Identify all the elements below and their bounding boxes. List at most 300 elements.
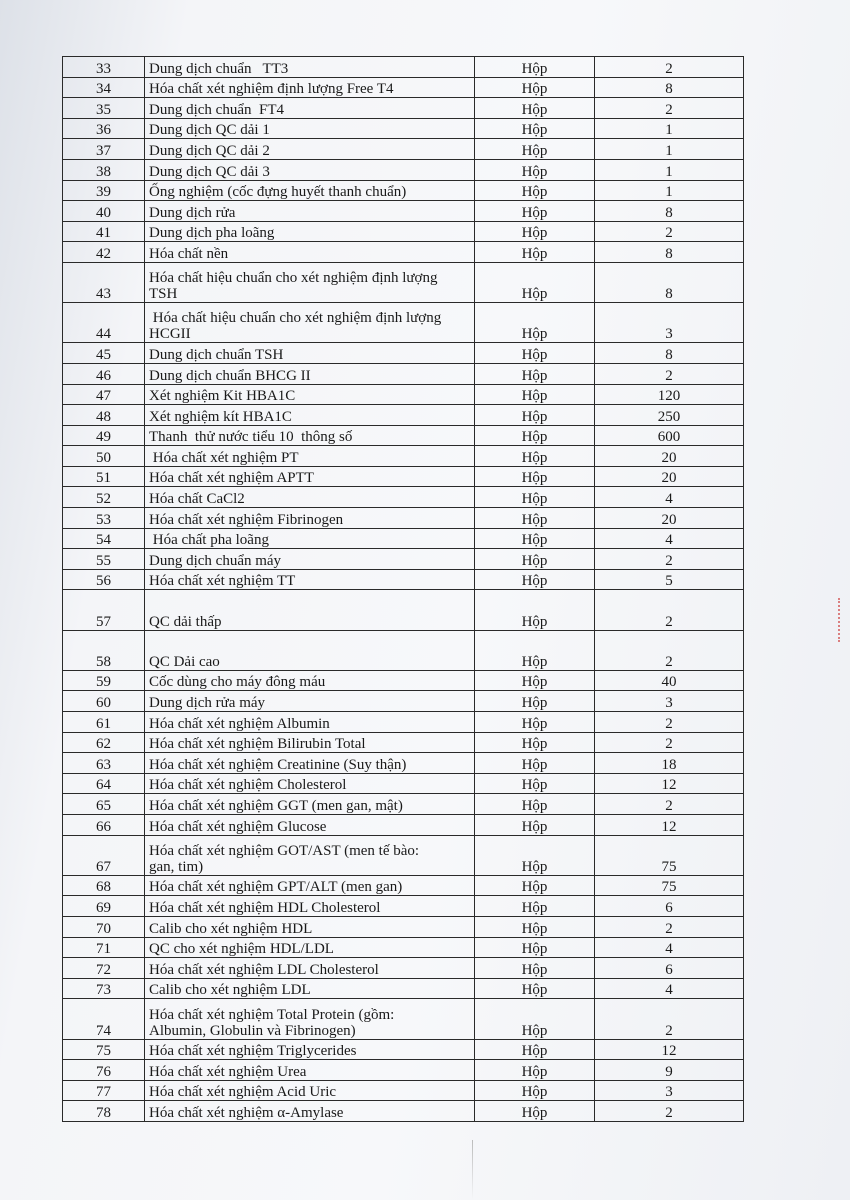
item-quantity-text: 2 — [665, 367, 673, 384]
item-unit — [475, 508, 595, 529]
row-number-text: 64 — [96, 777, 111, 794]
item-unit — [475, 712, 595, 733]
item-name — [145, 159, 475, 180]
item-quantity — [595, 937, 744, 958]
item-quantity-text: 8 — [665, 286, 673, 303]
table-row — [63, 1080, 744, 1101]
item-quantity — [595, 835, 744, 875]
row-number — [63, 1101, 145, 1122]
item-quantity — [595, 794, 744, 815]
item-name — [145, 753, 475, 774]
item-unit — [475, 835, 595, 875]
item-unit-text: Hộp — [521, 388, 548, 405]
row-number — [63, 57, 145, 78]
item-quantity — [595, 958, 744, 979]
row-number — [63, 139, 145, 160]
item-name-text: QC Dải cao — [149, 653, 220, 670]
table-row — [63, 242, 744, 263]
item-name-text: Dung dịch QC dải 2 — [149, 142, 270, 159]
row-number-text: 72 — [96, 961, 111, 978]
item-quantity-text: 8 — [665, 346, 673, 363]
item-quantity — [595, 118, 744, 139]
row-number — [63, 875, 145, 896]
item-name-text: Dung dịch rửa — [149, 204, 236, 221]
item-unit-text: Hộp — [521, 491, 548, 508]
item-unit-text: Hộp — [521, 674, 548, 691]
item-unit — [475, 958, 595, 979]
item-quantity — [595, 1101, 744, 1122]
item-name-text: Hóa chất hiệu chuẩn cho xét nghiệm định lượng TSH — [149, 270, 438, 303]
table-row — [63, 1039, 744, 1060]
row-number — [63, 999, 145, 1039]
row-number — [63, 343, 145, 364]
item-unit — [475, 139, 595, 160]
item-name-text: Hóa chất xét nghiệm LDL Cholesterol — [149, 961, 379, 978]
item-unit-text: Hộp — [521, 532, 548, 549]
item-name — [145, 384, 475, 405]
row-number — [63, 446, 145, 467]
row-number-text: 51 — [96, 470, 111, 487]
item-unit — [475, 201, 595, 222]
item-name-text: Hóa chất xét nghiệm PT — [149, 449, 299, 466]
table-row — [63, 1060, 744, 1081]
item-quantity — [595, 139, 744, 160]
item-name — [145, 814, 475, 835]
item-quantity-text: 1 — [665, 142, 673, 159]
item-unit-text: Hộp — [521, 899, 548, 916]
item-name-text: Hóa chất xét nghiệm GOT/AST (men tế bào: gan, tim) — [149, 842, 420, 875]
item-name — [145, 794, 475, 815]
item-quantity-text: 2 — [665, 736, 673, 753]
item-unit-text: Hộp — [521, 982, 548, 999]
item-name — [145, 569, 475, 590]
item-name-text: Hóa chất xét nghiệm Triglycerides — [149, 1043, 357, 1060]
item-name — [145, 590, 475, 630]
item-unit — [475, 773, 595, 794]
row-number-text: 76 — [96, 1063, 111, 1080]
item-unit-text: Hộp — [521, 346, 548, 363]
item-quantity-text: 2 — [665, 60, 673, 77]
table-row — [63, 875, 744, 896]
item-unit — [475, 999, 595, 1039]
row-number — [63, 549, 145, 570]
item-unit-text: Hộp — [521, 101, 548, 118]
item-name-text: Calib cho xét nghiệm LDL — [149, 982, 311, 999]
item-quantity — [595, 159, 744, 180]
item-unit — [475, 753, 595, 774]
item-quantity — [595, 487, 744, 508]
item-quantity-text: 5 — [665, 573, 673, 590]
item-quantity-text: 2 — [665, 920, 673, 937]
row-number-text: 46 — [96, 367, 111, 384]
row-number-text: 38 — [96, 163, 111, 180]
table-row — [63, 528, 744, 549]
item-name — [145, 978, 475, 999]
table-row — [63, 303, 744, 343]
item-name-text: Ống nghiệm (cốc đựng huyết thanh chuẩn) — [149, 184, 407, 201]
table-row — [63, 999, 744, 1039]
item-unit-text: Hộp — [521, 511, 548, 528]
item-unit-text: Hộp — [521, 184, 548, 201]
item-quantity-text: 3 — [665, 326, 673, 343]
item-name-text: Hóa chất xét nghiệm HDL Cholesterol — [149, 899, 381, 916]
table-row — [63, 262, 744, 302]
item-name — [145, 1060, 475, 1081]
row-number-text: 63 — [96, 756, 111, 773]
item-name — [145, 98, 475, 119]
item-name — [145, 670, 475, 691]
item-name — [145, 630, 475, 670]
table-row — [63, 978, 744, 999]
item-name — [145, 835, 475, 875]
row-number — [63, 384, 145, 405]
row-number — [63, 712, 145, 733]
row-number-text: 50 — [96, 449, 111, 466]
row-number — [63, 221, 145, 242]
item-quantity — [595, 242, 744, 263]
row-number-text: 59 — [96, 674, 111, 691]
item-unit-text: Hộp — [521, 1022, 548, 1039]
item-name-text: Hóa chất pha loãng — [149, 532, 269, 549]
row-number — [63, 425, 145, 446]
item-quantity-text: 1 — [665, 163, 673, 180]
item-name — [145, 508, 475, 529]
item-quantity-text: 40 — [661, 674, 677, 691]
item-quantity — [595, 773, 744, 794]
item-quantity-text: 600 — [657, 429, 681, 446]
item-quantity — [595, 466, 744, 487]
item-name-text: Hóa chất xét nghiệm GGT (men gan, mật) — [149, 797, 403, 814]
row-number — [63, 98, 145, 119]
item-unit-text: Hộp — [521, 1104, 548, 1121]
item-quantity-text: 2 — [665, 613, 673, 630]
item-quantity — [595, 569, 744, 590]
item-name-text: Hóa chất xét nghiệm GPT/ALT (men gan) — [149, 879, 403, 896]
item-quantity-text: 3 — [665, 1084, 673, 1101]
item-name-text: Calib cho xét nghiệm HDL — [149, 920, 313, 937]
item-name — [145, 487, 475, 508]
row-number-text: 74 — [96, 1022, 111, 1039]
item-unit — [475, 1060, 595, 1081]
item-quantity — [595, 343, 744, 364]
item-unit — [475, 262, 595, 302]
row-number-text: 73 — [96, 982, 111, 999]
edge-stamp-mark — [838, 598, 846, 642]
item-quantity — [595, 978, 744, 999]
item-name-text: Dung dịch rửa máy — [149, 695, 266, 711]
item-quantity — [595, 180, 744, 201]
item-quantity-text: 1 — [665, 122, 673, 139]
table-row — [63, 753, 744, 774]
row-number-text: 61 — [96, 715, 111, 732]
item-name-text: Dung dịch pha loãng — [149, 225, 275, 242]
item-name — [145, 446, 475, 467]
table-row — [63, 569, 744, 590]
item-unit-text: Hộp — [521, 756, 548, 773]
item-quantity-text: 4 — [665, 941, 673, 958]
row-number — [63, 528, 145, 549]
item-unit-text: Hộp — [521, 797, 548, 814]
row-number-text: 78 — [96, 1104, 111, 1121]
item-name — [145, 691, 475, 712]
item-unit — [475, 528, 595, 549]
item-name — [145, 303, 475, 343]
item-quantity-text: 2 — [665, 653, 673, 670]
row-number — [63, 466, 145, 487]
row-number — [63, 670, 145, 691]
item-unit-text: Hộp — [521, 163, 548, 180]
item-name-text: Dung dịch chuẩn TT3 — [149, 60, 289, 77]
row-number — [63, 835, 145, 875]
table-row — [63, 835, 744, 875]
item-quantity — [595, 691, 744, 712]
item-unit-text: Hộp — [521, 286, 548, 303]
item-unit — [475, 343, 595, 364]
item-unit-text: Hộp — [521, 695, 548, 711]
row-number — [63, 794, 145, 815]
row-number — [63, 1060, 145, 1081]
item-name-text: Hóa chất xét nghiệm Creatinine (Suy thận) — [149, 756, 407, 773]
item-unit-text: Hộp — [521, 60, 548, 77]
row-number — [63, 201, 145, 222]
item-unit — [475, 303, 595, 343]
item-unit-text: Hộp — [521, 961, 548, 978]
item-unit-text: Hộp — [521, 429, 548, 446]
item-quantity — [595, 201, 744, 222]
item-quantity — [595, 405, 744, 426]
table-row — [63, 958, 744, 979]
item-unit — [475, 670, 595, 691]
item-quantity — [595, 221, 744, 242]
item-unit-text: Hộp — [521, 245, 548, 262]
item-name-text: QC cho xét nghiệm HDL/LDL — [149, 941, 334, 958]
item-quantity — [595, 363, 744, 384]
item-quantity-text: 12 — [661, 1043, 677, 1060]
item-name — [145, 363, 475, 384]
item-name — [145, 896, 475, 917]
item-unit — [475, 159, 595, 180]
item-unit — [475, 98, 595, 119]
item-quantity — [595, 712, 744, 733]
item-name — [145, 528, 475, 549]
table-row — [63, 201, 744, 222]
item-quantity — [595, 670, 744, 691]
row-number — [63, 118, 145, 139]
item-quantity-text: 2 — [665, 101, 673, 118]
item-quantity-text: 20 — [661, 449, 677, 466]
row-number-text: 58 — [96, 653, 111, 670]
item-name — [145, 139, 475, 160]
item-unit — [475, 691, 595, 712]
table-row — [63, 590, 744, 630]
row-number — [63, 405, 145, 426]
item-quantity-text: 1 — [665, 184, 673, 201]
table-row — [63, 343, 744, 364]
item-name-text: Xét nghiệm kít HBA1C — [149, 408, 292, 425]
item-quantity-text: 3 — [665, 695, 673, 711]
item-quantity-text: 18 — [661, 756, 677, 773]
row-number — [63, 691, 145, 712]
item-unit — [475, 221, 595, 242]
item-unit-text: Hộp — [521, 920, 548, 937]
item-name — [145, 118, 475, 139]
item-name-text: Hóa chất xét nghiệm Fibrinogen — [149, 511, 344, 528]
item-unit — [475, 549, 595, 570]
row-number-text: 45 — [96, 346, 111, 363]
item-unit — [475, 77, 595, 98]
item-name-text: Hóa chất xét nghiệm TT — [149, 573, 296, 590]
item-quantity — [595, 732, 744, 753]
item-unit — [475, 875, 595, 896]
item-name-text: QC dải thấp — [149, 613, 222, 630]
row-number — [63, 77, 145, 98]
item-quantity-text: 4 — [665, 982, 673, 999]
row-number-text: 34 — [96, 81, 111, 98]
item-quantity-text: 2 — [665, 1104, 673, 1121]
item-quantity-text: 6 — [665, 961, 673, 978]
item-unit-text: Hộp — [521, 1084, 548, 1101]
row-number-text: 36 — [96, 122, 111, 139]
item-name — [145, 405, 475, 426]
table-row — [63, 773, 744, 794]
item-quantity — [595, 916, 744, 937]
row-number — [63, 159, 145, 180]
table-row — [63, 384, 744, 405]
row-number — [63, 732, 145, 753]
item-unit — [475, 363, 595, 384]
item-unit-text: Hộp — [521, 470, 548, 487]
item-unit — [475, 242, 595, 263]
item-name-text: Hóa chất xét nghiệm Bilirubin Total — [149, 736, 366, 753]
row-number-text: 69 — [96, 899, 111, 916]
item-quantity — [595, 446, 744, 467]
item-name-text: Hóa chất xét nghiệm định lượng Free T4 — [149, 81, 394, 98]
item-name-text: Dung dịch QC dải 1 — [149, 122, 270, 139]
table-row — [63, 57, 744, 78]
table-row — [63, 363, 744, 384]
item-name-text: Hóa chất xét nghiệm APTT — [149, 470, 314, 487]
item-unit-text: Hộp — [521, 653, 548, 670]
item-quantity — [595, 1039, 744, 1060]
item-unit-text: Hộp — [521, 1063, 548, 1080]
row-number-text: 37 — [96, 142, 111, 159]
item-quantity-text: 12 — [661, 777, 677, 794]
row-number-text: 75 — [96, 1043, 111, 1060]
row-number — [63, 487, 145, 508]
table-row — [63, 937, 744, 958]
row-number — [63, 569, 145, 590]
row-number-text: 53 — [96, 511, 111, 528]
row-number — [63, 958, 145, 979]
table-row — [63, 405, 744, 426]
row-number-text: 71 — [96, 941, 111, 958]
item-unit — [475, 814, 595, 835]
item-quantity — [595, 508, 744, 529]
table-row — [63, 77, 744, 98]
supplies-table — [62, 56, 744, 1122]
item-quantity — [595, 590, 744, 630]
item-name-text: Hóa chất xét nghiệm Acid Uric — [149, 1084, 337, 1101]
item-unit-text: Hộp — [521, 941, 548, 958]
item-unit-text: Hộp — [521, 573, 548, 590]
table-row — [63, 1101, 744, 1122]
item-quantity — [595, 1080, 744, 1101]
item-unit — [475, 405, 595, 426]
table-row — [63, 466, 744, 487]
table-row — [63, 691, 744, 712]
item-unit-text: Hộp — [521, 879, 548, 896]
table-row — [63, 896, 744, 917]
table-row — [63, 732, 744, 753]
item-quantity-text: 8 — [665, 245, 673, 262]
item-unit-text: Hộp — [521, 142, 548, 159]
item-name — [145, 937, 475, 958]
item-unit — [475, 1080, 595, 1101]
row-number-text: 70 — [96, 920, 111, 937]
item-quantity-text: 75 — [661, 858, 677, 875]
item-unit-text: Hộp — [521, 715, 548, 732]
item-unit-text: Hộp — [521, 81, 548, 98]
item-name — [145, 1101, 475, 1122]
item-quantity-text: 20 — [661, 470, 677, 487]
item-name — [145, 57, 475, 78]
row-number-text: 43 — [96, 286, 111, 303]
item-name — [145, 466, 475, 487]
item-unit — [475, 1039, 595, 1060]
row-number-text: 42 — [96, 245, 111, 262]
row-number-text: 52 — [96, 491, 111, 508]
item-unit-text: Hộp — [521, 858, 548, 875]
paper-fold-mark — [472, 1140, 473, 1200]
item-unit — [475, 794, 595, 815]
row-number-text: 55 — [96, 552, 111, 569]
row-number — [63, 180, 145, 201]
item-quantity-text: 250 — [657, 408, 681, 425]
item-name-text: Cốc dùng cho máy đông máu — [149, 674, 326, 691]
item-unit — [475, 937, 595, 958]
item-quantity — [595, 262, 744, 302]
item-unit-text: Hộp — [521, 736, 548, 753]
item-quantity-text: 2 — [665, 225, 673, 242]
item-name — [145, 773, 475, 794]
item-unit-text: Hộp — [521, 204, 548, 221]
item-quantity-text: 9 — [665, 1063, 673, 1080]
item-unit — [475, 446, 595, 467]
table-row — [63, 712, 744, 733]
item-name-text: Hóa chất CaCl2 — [149, 491, 245, 508]
item-unit — [475, 978, 595, 999]
item-name — [145, 549, 475, 570]
item-unit — [475, 118, 595, 139]
row-number-text: 54 — [96, 532, 111, 549]
row-number-text: 65 — [96, 797, 111, 814]
row-number — [63, 978, 145, 999]
row-number-text: 56 — [96, 573, 111, 590]
item-unit-text: Hộp — [521, 326, 548, 343]
item-name-text: Hóa chất xét nghiệm Total Protein (gồm: Albumin, Globulin và Fibrinogen) — [149, 1006, 395, 1039]
item-name-text: Dung dịch chuẩn máy — [149, 552, 282, 569]
row-number — [63, 363, 145, 384]
item-unit — [475, 569, 595, 590]
item-unit-text: Hộp — [521, 818, 548, 835]
row-number-text: 49 — [96, 429, 111, 446]
item-name — [145, 958, 475, 979]
item-name — [145, 999, 475, 1039]
table-row — [63, 814, 744, 835]
item-quantity-text: 12 — [661, 818, 677, 835]
table-row — [63, 139, 744, 160]
row-number-text: 66 — [96, 818, 111, 835]
